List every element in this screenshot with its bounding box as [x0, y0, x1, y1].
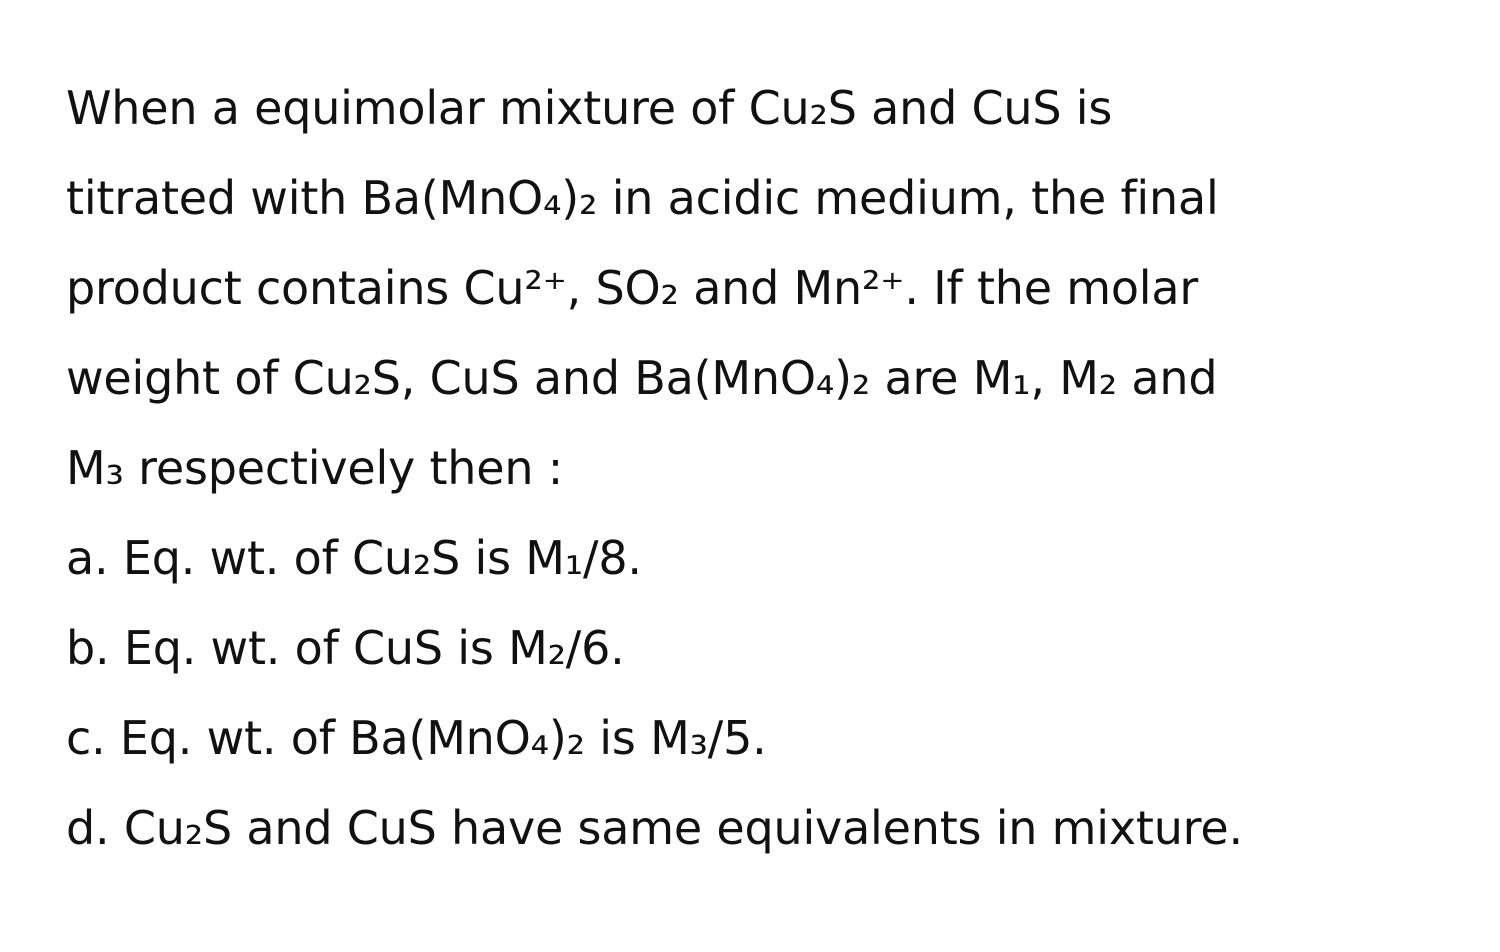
option-c: c. Eq. wt. of Ba(MnO₄)₂ is M₃/5. — [66, 711, 767, 765]
option-d: d. Cu₂S and CuS have same equivalents in mixture. — [66, 801, 1243, 855]
question-line: titrated with Ba(MnO₄)₂ in acidic medium, the final — [66, 171, 1219, 225]
option-a: a. Eq. wt. of Cu₂S is M₁/8. — [66, 531, 642, 585]
question-text-block — [66, 63, 1466, 873]
question-line: weight of Cu₂S, CuS and Ba(MnO₄)₂ are M₁, M₂ and — [66, 351, 1218, 405]
question-line: product contains Cu²⁺, SO₂ and Mn²⁺. If the molar — [66, 261, 1199, 315]
question-line: When a equimolar mixture of Cu₂S and CuS is — [66, 81, 1113, 135]
option-b: b. Eq. wt. of CuS is M₂/6. — [66, 621, 625, 675]
question-line: M₃ respectively then : — [66, 441, 564, 495]
